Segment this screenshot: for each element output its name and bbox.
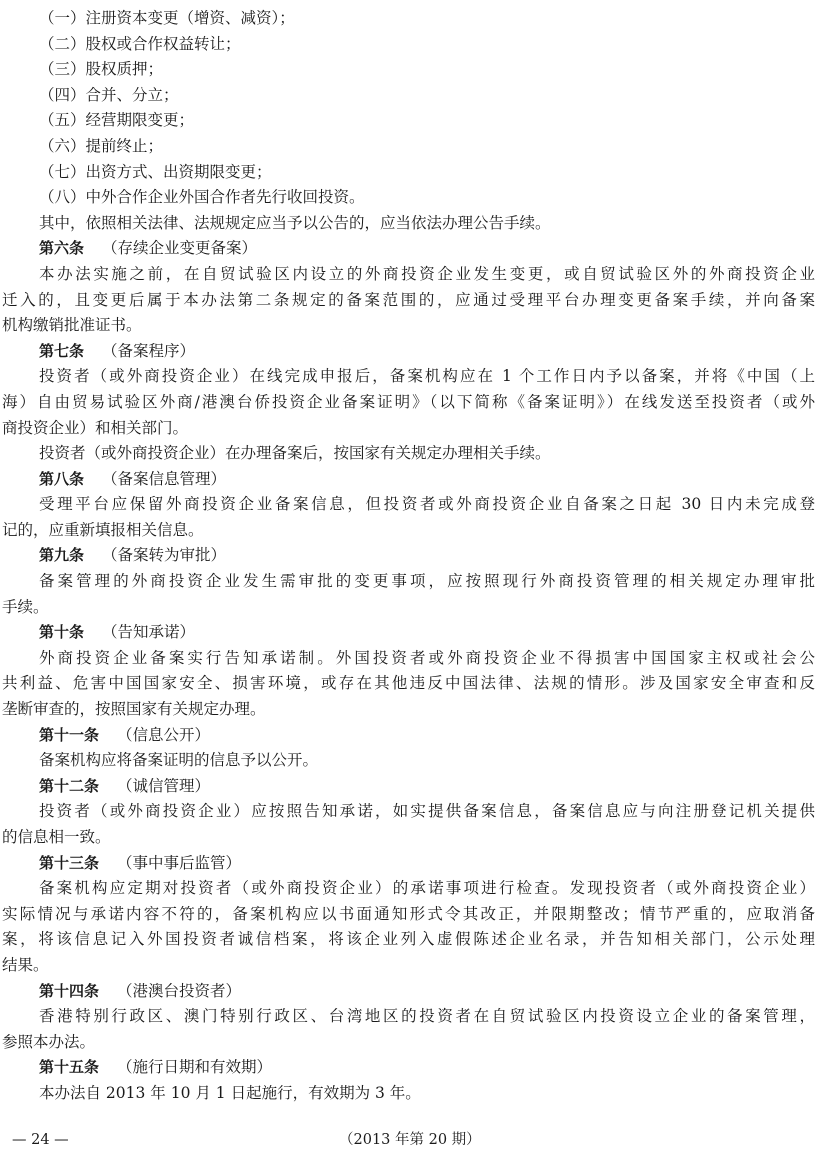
list-item: （四）合并、分立； (39, 85, 179, 104)
paragraph-line: 备案管理的外商投资企业发生需审批的变更事项，应按照现行外商投资管理的相关规定办理审批 (39, 572, 815, 591)
paragraph-line: 手续。 (2, 597, 49, 616)
article-number: 第十一条 (39, 725, 100, 744)
paragraph-line: 受理平台应保留外商投资企业备案信息，但投资者或外商投资企业自备案之日起 30 日内未完成登 (39, 495, 815, 514)
paragraph-line: 香港特别行政区、澳门特别行政区、台湾地区的投资者在自贸试验区内投资设立企业的备案管理， (39, 1007, 815, 1026)
article-title: （施行日期和有效期） (117, 1058, 273, 1077)
paragraph-line: 商投资企业）和相关部门。 (2, 418, 189, 437)
article-heading (36, 236, 815, 262)
article-number: 第七条 (39, 341, 85, 360)
article-heading (36, 339, 815, 365)
article-number: 第六条 (39, 239, 85, 258)
article-title: （事中事后监管） (117, 853, 242, 872)
list-item: （八）中外合作企业外国合作者先行收回投资。 (39, 188, 365, 207)
paragraph-line: 投资者（或外商投资企业）在线完成申报后，备案机构应在 1 个工作日内予以备案，并将《中国（上 (39, 367, 815, 386)
issue-label: （2013 年第 20 期） (339, 1132, 481, 1148)
article-number: 第十四条 (39, 981, 100, 1000)
paragraph-line: 的信息相一致。 (2, 828, 111, 846)
list-item: （二）股权或合作权益转让； (39, 34, 241, 53)
article-number: 第八条 (39, 469, 85, 488)
article-heading (36, 979, 815, 1005)
list-item: （三）股权质押； (39, 60, 164, 79)
paragraph-line: 外商投资企业备案实行告知承诺制。外国投资者或外商投资企业不得损害中国国家主权或社会公 (39, 648, 815, 667)
list-item: （五）经营期限变更； (39, 111, 195, 130)
paragraph-line: 备案机构应定期对投资者（或外商投资企业）的承诺事项进行检查。发现投资者（或外商投资企业） (39, 879, 815, 898)
paragraph-line: 本办法自 2013 年 10 月 1 日起施行，有效期为 3 年。 (39, 1083, 421, 1102)
paragraph-line: 共利益、危害中国国家安全、损害环境，或存在其他违反中国法律、法规的情形。涉及国家安全审查和反 (2, 674, 815, 693)
paragraph-line: 参照本办法。 (2, 1032, 96, 1051)
list-item: （七）出资方式、出资期限变更； (39, 162, 272, 181)
paragraph-line: 垄断审查的，按照国家有关规定办理。 (2, 700, 266, 719)
article-heading (36, 467, 815, 493)
paragraph-line: 案，将该信息记入外国投资者诚信档案，将该企业列入虚假陈述企业名录，并告知相关部门，公示处理 (2, 930, 815, 949)
paragraph-line: 海）自由贸易试验区外商/港澳台侨投资企业备案证明》（以下简称《备案证明》）在线发送至投资者（或外 (2, 392, 815, 411)
paragraph-line: 投资者（或外商投资企业）在办理备案后，按国家有关规定办理相关手续。 (39, 444, 551, 463)
article-title: （告知承诺） (102, 623, 196, 642)
article-heading (36, 774, 815, 800)
article-title: （港澳台投资者） (117, 981, 242, 1000)
article-title: （备案信息管理） (102, 469, 227, 488)
article-number: 第九条 (39, 546, 85, 565)
article-title: （存续企业变更备案） (102, 239, 258, 258)
paragraph-line: 备案机构应将备案证明的信息予以公开。 (39, 751, 319, 770)
list-item: （一）注册资本变更（增资、减资）； (39, 9, 295, 27)
list-item: 其中，依照相关法律、法规规定应当予以公告的，应当依法办理公告手续。 (39, 213, 551, 232)
article-heading (36, 723, 815, 749)
article-title: （备案程序） (102, 341, 196, 360)
paragraph-line: 记的，应重新填报相关信息。 (2, 520, 204, 539)
paragraph-line: 结果。 (2, 955, 49, 974)
document-body (2, 6, 815, 1107)
page-number: — 24 — (12, 1132, 69, 1148)
article-heading (36, 620, 815, 646)
article-heading (36, 543, 815, 569)
paragraph-line: 机构缴销批准证书。 (2, 316, 142, 335)
article-title: （信息公开） (117, 725, 211, 744)
article-title: （备案转为审批） (102, 546, 227, 565)
article-heading (36, 1055, 815, 1081)
paragraph-line: 迁入的，且变更后属于本办法第二条规定的备案范围的，应通过受理平台办理变更备案手续，并向备案 (2, 290, 815, 309)
article-number: 第十二条 (39, 776, 100, 795)
article-number: 第十三条 (39, 853, 100, 872)
paragraph-line: 本办法实施之前，在自贸试验区内设立的外商投资企业发生变更，或自贸试验区外的外商投资企业 (39, 264, 815, 283)
paragraph-line: 投资者（或外商投资企业）应按照告知承诺，如实提供备案信息，备案信息应与向注册登记机关提供 (39, 802, 815, 821)
article-title: （诚信管理） (117, 776, 211, 795)
article-number: 第十五条 (39, 1058, 100, 1077)
article-number: 第十条 (39, 623, 85, 642)
page-footer (0, 1128, 827, 1152)
list-item: （六）提前终止； (39, 136, 164, 155)
article-heading (36, 851, 815, 877)
paragraph-line: 实际情况与承诺内容不符的，备案机构应以书面通知形式令其改正，并限期整改；情节严重的，应取消备 (2, 904, 815, 923)
